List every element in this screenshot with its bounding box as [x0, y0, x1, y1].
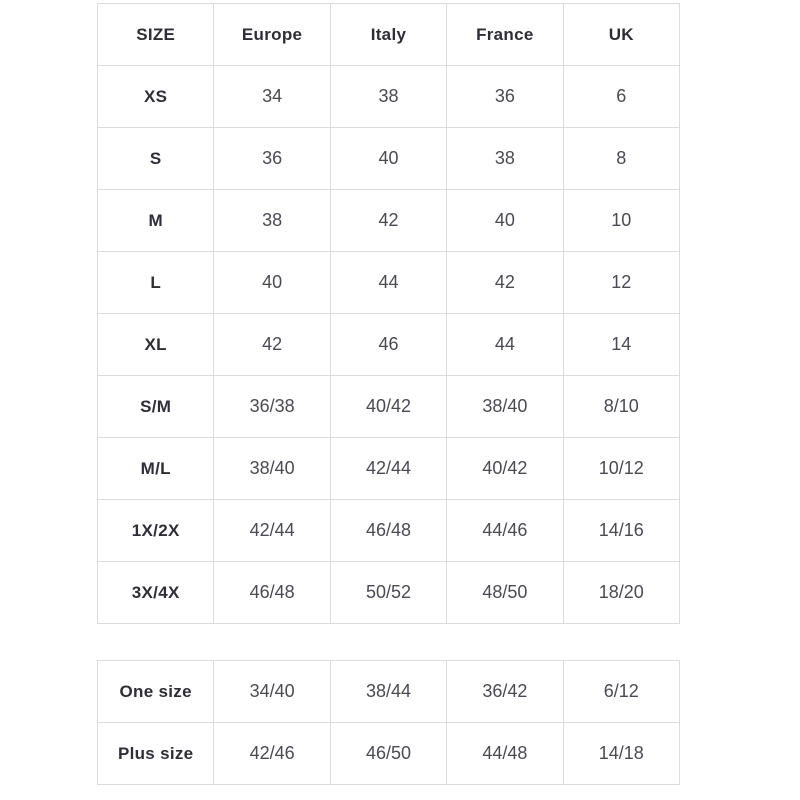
size-cell: 3X/4X: [98, 562, 214, 624]
value-cell: 38/44: [330, 661, 446, 723]
header-cell-size: SIZE: [98, 4, 214, 66]
table-row-one-size: [98, 661, 680, 723]
size-cell: L: [98, 252, 214, 314]
value-cell: 46/48: [330, 500, 446, 562]
value-cell: 42: [330, 190, 446, 252]
value-cell: 40: [447, 190, 563, 252]
header-cell-uk: UK: [563, 4, 679, 66]
value-cell: 38: [214, 190, 330, 252]
value-cell: 12: [563, 252, 679, 314]
size-cell: M/L: [98, 438, 214, 500]
value-cell: 44/48: [447, 723, 563, 785]
table-row-ml: [98, 438, 680, 500]
value-cell: 6: [563, 66, 679, 128]
value-cell: 14/18: [563, 723, 679, 785]
size-cell: S: [98, 128, 214, 190]
table-row-m: [98, 190, 680, 252]
value-cell: 48/50: [447, 562, 563, 624]
header-cell-europe: Europe: [214, 4, 330, 66]
value-cell: 34/40: [214, 661, 330, 723]
table-header-row: [98, 4, 680, 66]
value-cell: 36: [447, 66, 563, 128]
value-cell: 42: [447, 252, 563, 314]
value-cell: 36: [214, 128, 330, 190]
size-conversion-table-main: [97, 3, 680, 624]
table-row-sm: [98, 376, 680, 438]
header-cell-france: France: [447, 4, 563, 66]
value-cell: 44: [330, 252, 446, 314]
value-cell: 6/12: [563, 661, 679, 723]
table-row-s: [98, 128, 680, 190]
table-row-l: [98, 252, 680, 314]
value-cell: 40/42: [447, 438, 563, 500]
table-row-plus-size: [98, 723, 680, 785]
value-cell: 14/16: [563, 500, 679, 562]
value-cell: 10: [563, 190, 679, 252]
value-cell: 38: [330, 66, 446, 128]
size-cell: XS: [98, 66, 214, 128]
value-cell: 38/40: [447, 376, 563, 438]
value-cell: 46: [330, 314, 446, 376]
table-row-1x2x: [98, 500, 680, 562]
value-cell: 14: [563, 314, 679, 376]
header-cell-italy: Italy: [330, 4, 446, 66]
table-row-3x4x: [98, 562, 680, 624]
value-cell: 8: [563, 128, 679, 190]
size-cell: One size: [98, 661, 214, 723]
value-cell: 40: [214, 252, 330, 314]
value-cell: 46/48: [214, 562, 330, 624]
value-cell: 34: [214, 66, 330, 128]
size-chart-container: [97, 3, 680, 785]
size-cell: S/M: [98, 376, 214, 438]
value-cell: 18/20: [563, 562, 679, 624]
value-cell: 36/38: [214, 376, 330, 438]
value-cell: 42/44: [214, 500, 330, 562]
value-cell: 8/10: [563, 376, 679, 438]
table-row-xl: [98, 314, 680, 376]
value-cell: 44: [447, 314, 563, 376]
size-conversion-table-secondary: [97, 660, 680, 785]
value-cell: 46/50: [330, 723, 446, 785]
value-cell: 38/40: [214, 438, 330, 500]
size-cell: M: [98, 190, 214, 252]
size-cell: XL: [98, 314, 214, 376]
size-cell: Plus size: [98, 723, 214, 785]
value-cell: 42: [214, 314, 330, 376]
value-cell: 42/44: [330, 438, 446, 500]
value-cell: 50/52: [330, 562, 446, 624]
value-cell: 40/42: [330, 376, 446, 438]
value-cell: 42/46: [214, 723, 330, 785]
table-row-xs: [98, 66, 680, 128]
size-cell: 1X/2X: [98, 500, 214, 562]
value-cell: 10/12: [563, 438, 679, 500]
value-cell: 38: [447, 128, 563, 190]
value-cell: 36/42: [447, 661, 563, 723]
value-cell: 40: [330, 128, 446, 190]
table-spacer: [97, 624, 680, 660]
value-cell: 44/46: [447, 500, 563, 562]
